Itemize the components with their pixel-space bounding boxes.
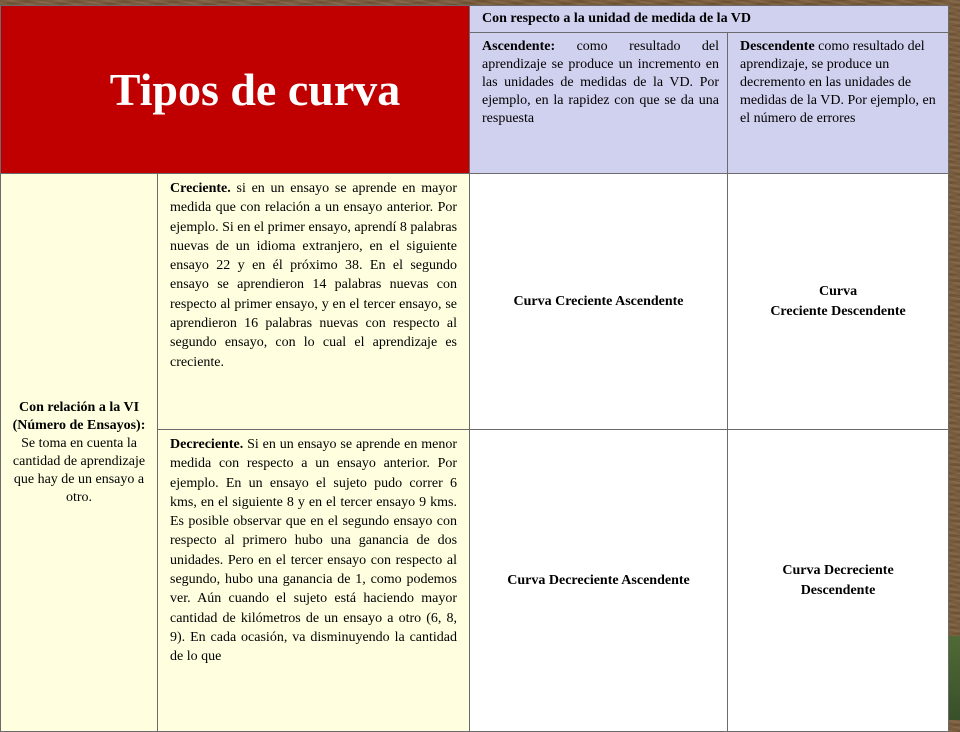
curva-decreciente-descendente <box>728 430 949 732</box>
ascendente-term: Ascendente: <box>482 39 556 54</box>
decreciente-desc-line2: Descendente <box>800 582 876 598</box>
decreciente-clip <box>170 435 457 719</box>
creciente-text: si en un ensayo se aprende en mayor medida que con relación a un ensayo anterior. Por ejemplo. Si en el primer ensayo, aprendí 8 palabras nuevas de un idioma extranjero, en el siguiente ensayo 22 y en él próximo 38. En el segundo ensayo se aprendieron 14 palabras nuevas con respecto al primer ensayo, y en el tercer ensayo, se aprendieron 16 palabras nuevas con respecto al segundo ensayo, con lo cual el aprendizaje es creciente. <box>170 181 458 370</box>
decreciente-text: Si en un ensayo se aprende en menor medida con respecto a un ensayo anterior. Por ejemplo. En un ensayo el sujeto pudo correr 6 kms, en el siguiente 8 y en el tercer ensayo 9 kms. Es posible observar que en el segundo ensayo con respecto al primero hubo una ganancia de dos unidades. Pero en el tercer ensayo con respecto al segundo, hubo una ganancia de 1, como podemos ver. Aún cuando el sujeto está haciendo mayor cantidad de kilómetros de un ensayo a otro (6, 8, 9). En cada ocasión, va disminuyendo la cantidad de lo que <box>170 437 458 665</box>
decreciente-term: Decreciente. <box>170 437 244 452</box>
curve-types-table <box>0 5 949 732</box>
vi-term: Con relación a la VI (Número de Ensayos): <box>12 399 146 433</box>
title-cell <box>1 6 470 174</box>
decreciente-desc-line1: Curva Decreciente <box>782 562 894 578</box>
curva-creciente-descendente <box>728 174 949 430</box>
vd-header: Con respecto a la unidad de medida de la VD <box>470 6 949 33</box>
ascendente-text: como resultado del aprendizaje se produce un incremento en las unidades de medidas de la VD. Por ejemplo, en la rapidez con que se da una respuesta <box>482 39 720 126</box>
page-title: Tipos de curva <box>109 64 401 115</box>
creciente-cell <box>158 174 470 430</box>
vi-text: Se toma en cuenta la cantidad de aprendizaje que hay de un ensayo a otro. <box>12 435 146 505</box>
descendente-term: Descendente <box>740 39 815 54</box>
creciente-desc-line1: Curva <box>818 283 858 299</box>
decreciente-cell <box>158 430 470 732</box>
ascendente-header <box>470 33 728 174</box>
creciente-desc-line2: Creciente Descendente <box>770 303 906 319</box>
descendente-text: como resultado del aprendizaje, se produce un decremento en las unidades de medidas de la VD. Por ejemplo, en el número de errores <box>740 39 936 126</box>
curva-creciente-ascendente: Curva Creciente Ascendente <box>470 174 728 430</box>
descendente-header <box>728 33 949 174</box>
curva-decreciente-ascendente: Curva Decreciente Ascendente <box>470 430 728 732</box>
vi-cell <box>1 174 158 732</box>
creciente-term: Creciente. <box>170 181 231 196</box>
